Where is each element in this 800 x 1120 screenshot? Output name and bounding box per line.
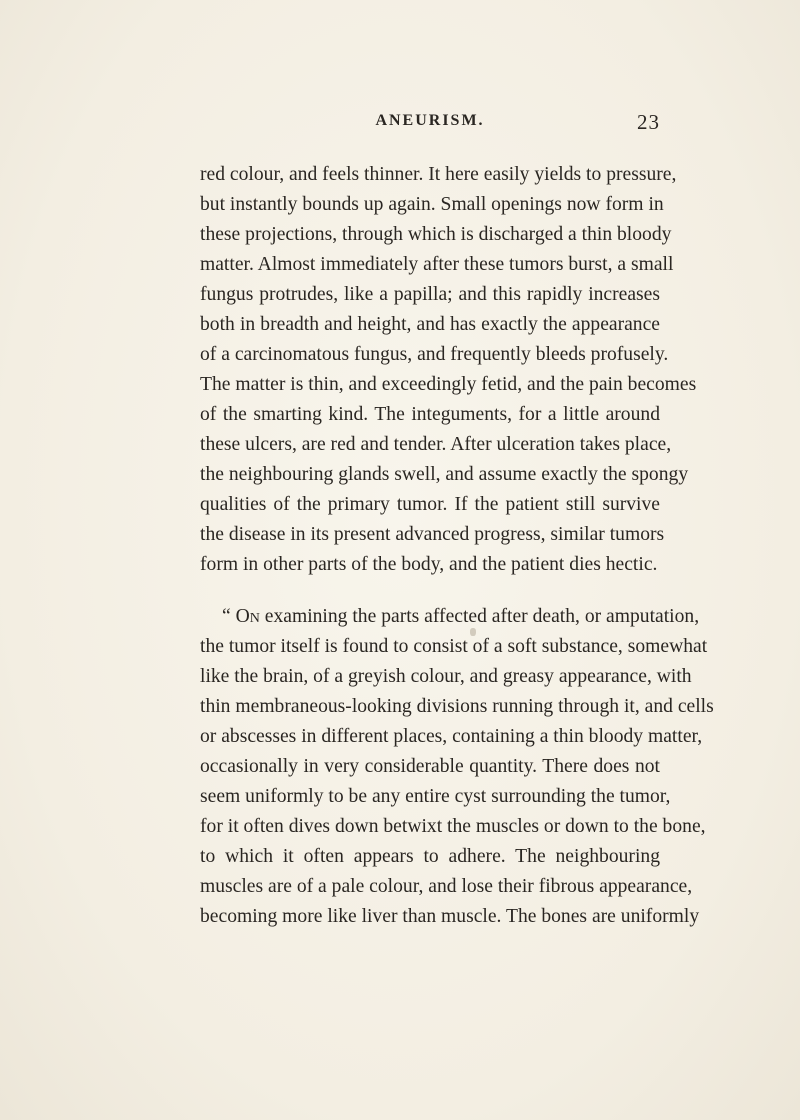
text-line: these projections, through which is discharged a thin bloody — [200, 224, 672, 245]
text-line: the disease in its present advanced progress, similar tumors — [200, 524, 665, 545]
page-number: 23 — [637, 110, 660, 134]
paragraph-2 — [200, 602, 714, 932]
text-line: or abscesses in different places, containing a thin bloody matter, — [200, 726, 703, 747]
text-line: the tumor itself is found to consist of a soft substance, somewhat — [200, 636, 708, 657]
paragraph-gap — [200, 580, 660, 602]
text-line: thin membraneous-looking divisions running through it, and cells — [200, 696, 714, 717]
text-line: but instantly bounds up again. Small openings now form in — [200, 194, 664, 215]
text-line: to which it often appears to adhere. The neighbouring — [200, 846, 660, 867]
text-line: form in other parts of the body, and the patient dies hectic. — [200, 554, 658, 575]
text-line-rest: examining the parts affected after death, or amputation, — [259, 606, 700, 627]
paragraph-1 — [200, 160, 697, 580]
page-header — [200, 112, 660, 136]
paragraph-opening: “ On — [222, 606, 260, 627]
text-line: like the brain, of a greyish colour, and greasy appearance, with — [200, 666, 692, 687]
text-line: these ulcers, are red and tender. After ulceration takes place, — [200, 434, 672, 455]
text-line: seem uniformly to be any entire cyst surrounding the tumor, — [200, 786, 671, 807]
running-title: ANEURISM. — [375, 112, 485, 129]
text-line: red colour, and feels thinner. It here easily yields to pressure, — [200, 164, 677, 185]
text-line: The matter is thin, and exceedingly fetid, and the pain becomes — [200, 374, 697, 395]
text-line: both in breadth and height, and has exactly the appearance — [200, 314, 660, 335]
text-line: for it often dives down betwixt the muscles or down to the bone, — [200, 816, 706, 837]
text-line: matter. Almost immediately after these tumors burst, a small — [200, 254, 674, 275]
text-line: the neighbouring glands swell, and assume exactly the spongy — [200, 464, 689, 485]
text-line: qualities of the primary tumor. If the patient still survive — [200, 494, 660, 515]
text-line-first — [200, 602, 700, 632]
paper-blemish — [470, 628, 476, 636]
text-line: of a carcinomatous fungus, and frequently bleeds profusely. — [200, 344, 669, 365]
text-line: muscles are of a pale colour, and lose their fibrous appearance, — [200, 876, 693, 897]
text-line: of the smarting kind. The integuments, for a little around — [200, 404, 660, 425]
text-line: fungus protrudes, like a papilla; and this rapidly increases — [200, 284, 660, 305]
text-line: becoming more like liver than muscle. The bones are uniformly — [200, 906, 700, 927]
body-text — [200, 160, 714, 932]
text-line: occasionally in very considerable quantity. There does not — [200, 756, 660, 777]
